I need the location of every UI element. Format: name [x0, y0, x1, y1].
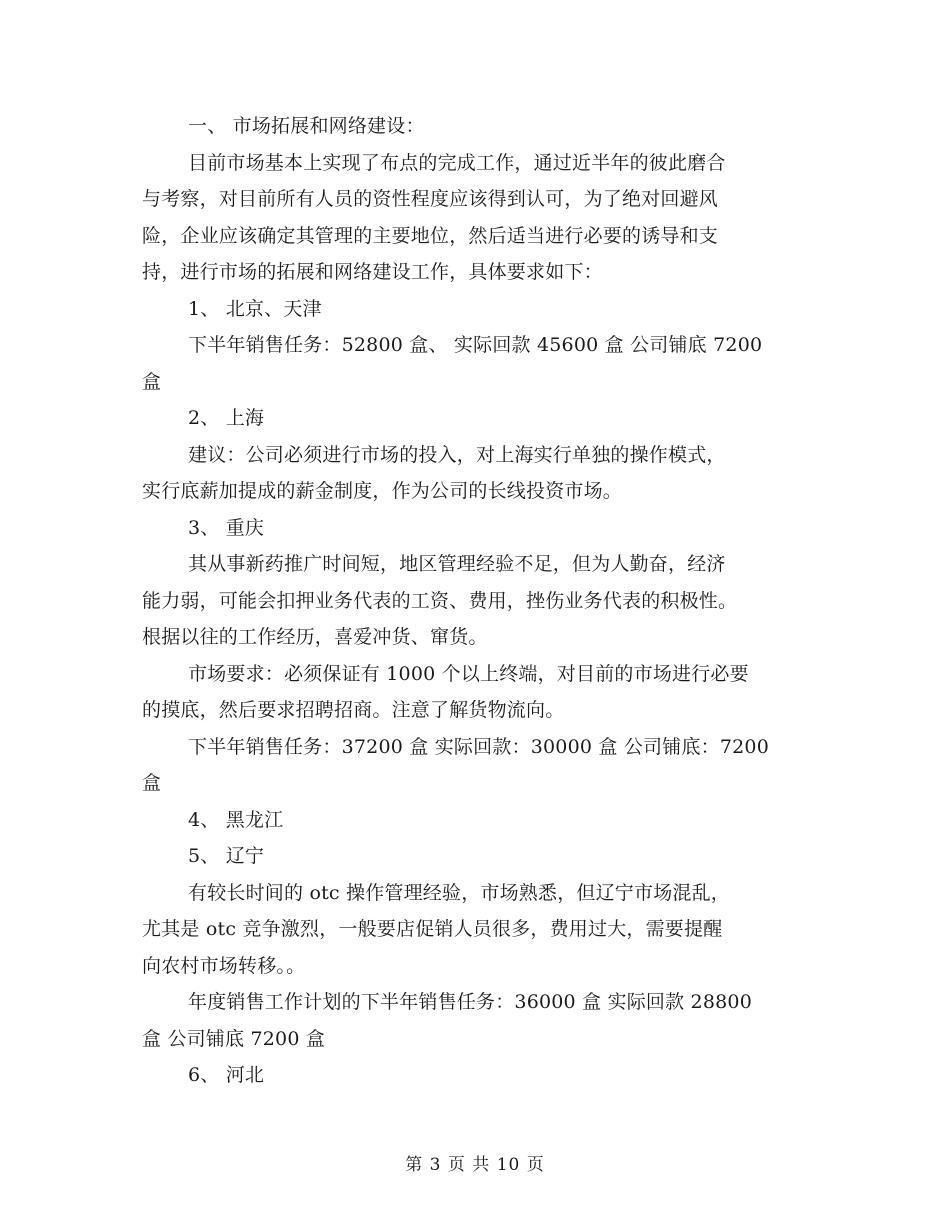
- text-line: 向农村市场转移。。: [142, 954, 306, 977]
- text-line: 持，进行市场的拓展和网络建设工作，具体要求如下：: [142, 261, 603, 283]
- text-line: 2、 上海: [188, 407, 265, 429]
- text-line: 尤其是 otc 竞争激烈，一般要店促销人员很多，费用过大，需要提醒: [142, 918, 723, 940]
- text-line: 年度销售工作计划的下半年销售任务：36000 盒 实际回款 28800: [188, 991, 753, 1013]
- text-line: 下半年销售任务：37200 盒 实际回款：30000 盒 公司铺底：7200: [188, 735, 769, 758]
- text-line: 盒 公司铺底 7200 盒: [142, 1027, 326, 1050]
- text-line: 4、 黑龙江: [188, 808, 284, 831]
- text-line: 盒: [142, 772, 162, 794]
- text-line: 目前市场基本上实现了布点的完成工作，通过近半年的彼此磨合: [188, 151, 726, 174]
- text-line: 险，企业应该确定其管理的主要地位，然后适当进行必要的诱导和支: [142, 224, 719, 247]
- text-line: 盒: [142, 370, 162, 393]
- text-line: 1、 北京、天津: [188, 297, 322, 320]
- text-line: 其从事新药推广时间短，地区管理经验不足，但为人勤奋，经济: [188, 553, 726, 575]
- text-line: 建议：公司必须进行市场的投入，对上海实行单独的操作模式，: [188, 443, 726, 466]
- text-line: 一、 市场拓展和网络建设：: [188, 115, 425, 137]
- text-line: 实行底薪加提成的薪金制度，作为公司的长线投资市场。: [142, 480, 623, 502]
- text-line: 6、 河北: [188, 1064, 265, 1086]
- text-line: 市场要求：必须保证有 1000 个以上终端，对目前的市场进行必要: [188, 662, 749, 685]
- text-line: 下半年销售任务：52800 盒、 实际回款 45600 盒 公司铺底 7200: [188, 334, 763, 356]
- text-line: 根据以往的工作经历，喜爱冲货、窜货。: [142, 626, 488, 648]
- text-line: 有较长时间的 otc 操作管理经验，市场熟悉，但辽宁市场混乱，: [188, 881, 730, 904]
- text-line: 与考察，对目前所有人员的资性程度应该得到认可，为了绝对回避风: [142, 188, 719, 210]
- text-line: 3、 重庆: [188, 516, 265, 539]
- text-line: 的摸底，然后要求招聘招商。注意了解货物流向。: [142, 699, 565, 721]
- text-line: 能力弱，可能会扣押业务代表的工资、费用，挫伤业务代表的积极性。: [142, 589, 738, 612]
- text-line: 5、 辽宁: [188, 845, 265, 867]
- page-number-footer: 第 3 页 共 10 页: [405, 1155, 545, 1175]
- document-body: [142, 108, 807, 1094]
